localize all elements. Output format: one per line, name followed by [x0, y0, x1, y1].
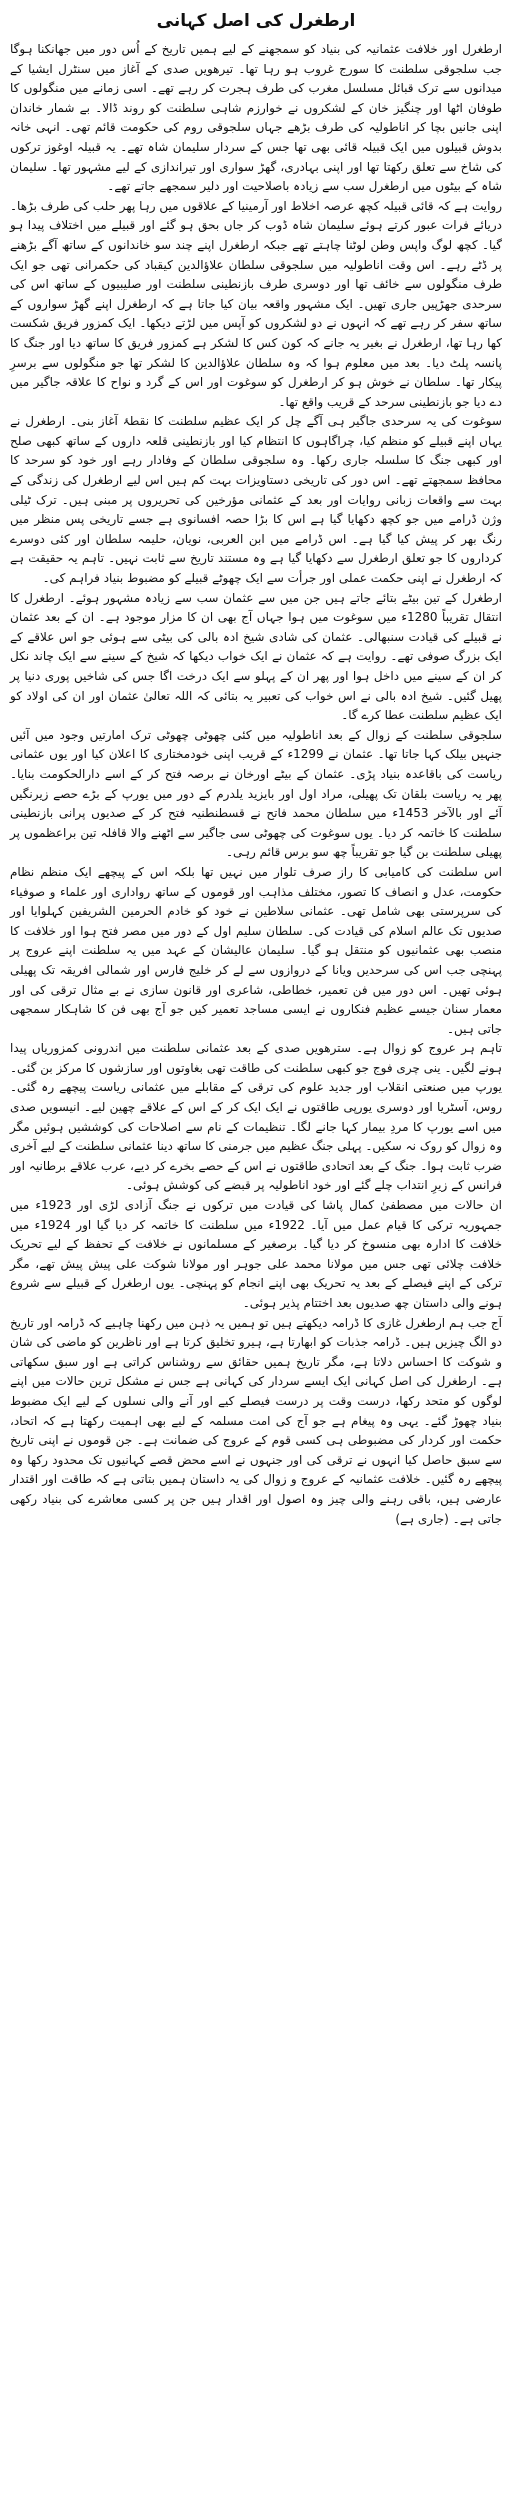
- article-paragraph: سوغوت کی یہ سرحدی جاگیر ہی آگے چل کر ایک عظیم سلطنت کا نقطۂ آغاز بنی۔ ارطغرل نے یہاں اپنے قبیلے کو منظم کیا، چراگاہوں کا انتظام کیا اور بازنطینی قلعہ داروں کے ساتھ کبھی صلح اور کبھی جنگ کا سلسلہ جاری رکھا۔ وہ سلجوقی سلطان کے وفادار رہے اور خود کو سرحد کا محافظ سمجھتے تھے۔ اس دور کی تاریخی دستاویزات بہت کم ہیں اس لیے ارطغرل کی زندگی کے بہت سے واقعات زبانی روایات اور بعد کے عثمانی مؤرخین کی تحریروں پر مبنی ہیں۔ ترک ٹیلی وژن ڈرامے میں جو کچھ دکھایا گیا ہے اس کا بڑا حصہ افسانوی ہے جسے تاریخی پس منظر میں رنگ بھر کر پیش کیا گیا ہے۔ اس ڈرامے میں ابن العربی، نویان، حلیمہ سلطان اور کئی دوسرے کرداروں کا جو تعلق ارطغرل سے دکھایا گیا ہے وہ مستند تاریخ سے ثابت نہیں۔ تاہم یہ حقیقت ہے کہ ارطغرل نے اپنی حکمت عملی اور جرأت سے ایک چھوٹے قبیلے کو مضبوط بنیاد فراہم کی۔: [10, 414, 502, 586]
- article-paragraph: ارطغرل کے تین بیٹے بتائے جاتے ہیں جن میں سے عثمان سب سے زیادہ مشہور ہوئے۔ ارطغرل کا انتقال تقریباً 1280ء میں سوغوت میں ہوا جہاں آج بھی ان کا مزار موجود ہے۔ ان کے بعد عثمان نے قبیلے کی قیادت سنبھالی۔ عثمان کی شادی شیخ ادہ بالی کی بیٹی سے ہوئی جو اس علاقے کے ایک بزرگ صوفی تھے۔ روایت ہے کہ عثمان نے ایک خواب دیکھا کہ شیخ کے سینے سے ایک چاند نکل کر ان کے سینے میں داخل ہوا اور پھر ان کے پہلو سے ایک درخت اگا جس کی شاخیں پوری دنیا پر پھیل گئیں۔ شیخ ادہ بالی نے اس خواب کی تعبیر یہ بتائی کہ اللہ تعالیٰ عثمان اور ان کی اولاد کو ایک عظیم سلطنت عطا کرے گا۔: [10, 590, 502, 723]
- article-paragraph: آج جب ہم ارطغرل غازی کا ڈرامہ دیکھتے ہیں تو ہمیں یہ ذہن میں رکھنا چاہیے کہ ڈرامہ اور تاریخ دو الگ چیزیں ہیں۔ ڈرامہ جذبات کو ابھارتا ہے، ہیرو تخلیق کرتا ہے اور ناظرین کو ماضی کی شان و شوکت کا احساس دلاتا ہے، مگر تاریخ ہمیں حقائق سے روشناس کراتی ہے اور سبق سکھاتی ہے۔ ارطغرل کی اصل کہانی ایک ایسے سردار کی کہانی ہے جس نے مشکل ترین حالات میں اپنے لوگوں کو متحد رکھا، درست وقت پر درست فیصلے کیے اور آنے والی نسلوں کے لیے ایک مضبوط بنیاد چھوڑ گئے۔ یہی وہ پیغام ہے جو آج کی امت مسلمہ کے لیے بھی اہمیت رکھتا ہے کہ اتحاد، حکمت اور کردار کی مضبوطی ہی کسی قوم کے عروج کی ضمانت ہے۔ جن قوموں نے اپنی تاریخ سے سبق حاصل کیا انہوں نے ترقی کی اور جنہوں نے اسے محض قصے کہانیوں تک محدود رکھا وہ پیچھے رہ گئیں۔ خلافت عثمانیہ کے عروج و زوال کی یہ داستان ہمیں بتاتی ہے کہ طاقت اور اقتدار عارضی ہیں، باقی رہنے والی چیز وہ اصول اور اقدار ہیں جن پر کسی معاشرے کی بنیاد رکھی جاتی ہے۔ (جاری ہے): [10, 1315, 502, 1526]
- article-paragraph: روایت ہے کہ قائی قبیلہ کچھ عرصہ اخلاط اور آرمینیا کے علاقوں میں رہا پھر حلب کی طرف بڑھا۔ دریائے فرات عبور کرتے ہوئے سلیمان شاہ ڈوب کر جاں بحق ہو گئے اور قبیلے میں اختلاف پیدا ہو گیا۔ کچھ لوگ واپس وطن لوٹنا چاہتے تھے جبکہ ارطغرل اپنے چند سو خاندانوں کے ساتھ آگے بڑھنے پر ڈٹے رہے۔ اس وقت اناطولیہ میں سلجوقی سلطان علاؤالدین کیقباد کی حکمرانی تھی جو ایک طرف منگولوں سے خائف تھا اور دوسری طرف بازنطینی سلطنت اور صلیبیوں کے ساتھ اس کی سرحدی جھڑپیں جاری تھیں۔ ایک مشہور واقعہ بیان کیا جاتا ہے کہ ارطغرل اپنے گھڑ سواروں کے ساتھ سفر کر رہے تھے کہ انہوں نے دو لشکروں کو آپس میں لڑتے دیکھا۔ ایک کمزور فریق شکست کھا رہا تھا، ارطغرل نے بغیر یہ جانے کہ کون کس کا لشکر ہے کمزور فریق کا ساتھ دیا اور جنگ کا پانسہ پلٹ دیا۔ بعد میں معلوم ہوا کہ وہ سلطان علاؤالدین کا لشکر تھا جو منگولوں سے برسرِ پیکار تھا۔ سلطان نے خوش ہو کر ارطغرل کو سوغوت اور اس کے گرد و نواح کا علاقہ جاگیر میں دے دیا جو بازنطینی سرحد کے قریب واقع تھا۔: [10, 198, 502, 409]
- article-paragraph: ارطغرل اور خلافت عثمانیہ کی بنیاد کو سمجھنے کے لیے ہمیں تاریخ کے اُس دور میں جھانکنا ہوگا جب سلجوقی سلطنت کا سورج غروب ہو رہا تھا۔ تیرھویں صدی کے آغاز میں سنٹرل ایشیا کے میدانوں سے ترک قبائل مسلسل مغرب کی طرف ہجرت کر رہے تھے۔ اسی زمانے میں منگولوں کا طوفان اٹھا اور چنگیز خان کے لشکروں نے خوارزم شاہی سلطنت کو روند ڈالا۔ بے شمار خاندان اپنی جانیں بچا کر اناطولیہ کی طرف بڑھے جہاں سلجوقی روم کی حکومت قائم تھی۔ انہی خانہ بدوش قبیلوں میں ایک قبیلہ قائی بھی تھا جس کے سردار سلیمان شاہ تھے۔ یہ قبیلہ اوغوز ترکوں کی شاخ سے تعلق رکھتا تھا اور اپنی بہادری، گھڑ سواری اور تیراندازی کے لیے مشہور تھا۔ سلیمان شاہ کے بیٹوں میں ارطغرل سب سے زیادہ باصلاحیت اور دلیر سمجھے جاتے تھے۔: [10, 42, 502, 194]
- article-paragraph: ان حالات میں مصطفیٰ کمال پاشا کی قیادت میں ترکوں نے جنگ آزادی لڑی اور 1923ء میں جمہوریہ ترکی کا قیام عمل میں آیا۔ 1922ء میں سلطنت کا خاتمہ کر دیا گیا اور 1924ء میں خلافت کا ادارہ بھی منسوخ کر دیا گیا۔ برصغیر کے مسلمانوں نے خلافت کے تحفظ کے لیے تحریک خلافت چلائی تھی جس میں مولانا محمد علی جوہر اور مولانا شوکت علی پیش پیش تھے، مگر ترکی کے اپنے فیصلے کے بعد یہ تحریک بھی اپنے انجام کو پہنچی۔ یوں ارطغرل کے قبیلے سے شروع ہونے والی داستان چھ صدیوں بعد اختتام پذیر ہوئی۔: [10, 1198, 502, 1310]
- article-headline: ارطغرل کی اصل کہانی: [156, 11, 356, 31]
- article-paragraph: اس سلطنت کی کامیابی کا راز صرف تلوار میں نہیں تھا بلکہ اس کے پیچھے ایک منظم نظام حکومت، عدل و انصاف کا تصور، مختلف مذاہب اور قوموں کے ساتھ رواداری اور علماء و صوفیاء کی سرپرستی بھی شامل تھی۔ عثمانی سلاطین نے خود کو خادم الحرمین الشریفین کہلوایا اور صدیوں تک عالم اسلام کی قیادت کی۔ سلطان سلیم اول کے دور میں مصر فتح ہوا اور خلافت کا منصب بھی عثمانیوں کو منتقل ہو گیا۔ سلیمان عالیشان کے عہد میں یہ سلطنت اپنے عروج پر پہنچی جب اس کی سرحدیں ویانا کے دروازوں سے لے کر خلیج فارس اور شمالی افریقہ تک پھیلی ہوئی تھیں۔ اس دور میں فن تعمیر، خطاطی، شاعری اور قانون سازی نے بے مثال ترقی کی اور معمار سنان جیسے عظیم فنکاروں نے ایسی مساجد تعمیر کیں جو آج بھی فن کا شاہکار سمجھی جاتی ہیں۔: [10, 864, 502, 1036]
- article-paragraph: سلجوقی سلطنت کے زوال کے بعد اناطولیہ میں کئی چھوٹی چھوٹی ترک امارتیں وجود میں آئیں جنہیں بیلک کہا جاتا تھا۔ عثمان نے 1299ء کے قریب اپنی خودمختاری کا اعلان کیا اور یوں عثمانی ریاست کی باقاعدہ بنیاد پڑی۔ عثمان کے بیٹے اورخان نے برصہ فتح کر کے اسے دارالحکومت بنایا۔ پھر یہ ریاست بلقان تک پھیلی، مراد اول اور بایزید یلدرم کے دور میں یورپ کے بڑے حصے زیرنگیں آئے اور بالآخر 1453ء میں سلطان محمد فاتح نے قسطنطنیہ فتح کر کے صدیوں پرانی بازنطینی سلطنت کا خاتمہ کر دیا۔ یوں سوغوت کی چھوٹی سی جاگیر سے اٹھنے والا قافلہ تین براعظموں پر پھیلی سلطنت بن گیا جو تقریباً چھ سو برس قائم رہی۔: [10, 727, 502, 860]
- article-body: [10, 40, 502, 1529]
- article-paragraph: تاہم ہر عروج کو زوال ہے۔ سترھویں صدی کے بعد عثمانی سلطنت میں اندرونی کمزوریاں پیدا ہونے لگیں۔ ینی چری فوج جو کبھی سلطنت کی طاقت تھی بغاوتوں اور سازشوں کا مرکز بن گئی۔ یورپ میں صنعتی انقلاب اور جدید علوم کی ترقی کے مقابلے میں عثمانی ریاست پیچھے رہ گئی۔ روس، آسٹریا اور دوسری یورپی طاقتوں نے ایک ایک کر کے اس کے علاقے چھین لیے۔ انیسویں صدی میں اسے یورپ کا مردِ بیمار کہا جانے لگا۔ تنظیمات کے نام سے اصلاحات کی کوششیں ہوئیں مگر وہ زوال کو روک نہ سکیں۔ پہلی جنگ عظیم میں جرمنی کا ساتھ دینا عثمانی سلطنت کے لیے آخری ضرب ثابت ہوا۔ جنگ کے بعد اتحادی طاقتوں نے اس کے حصے بخرے کر دیے، عرب علاقے برطانیہ اور فرانس کے زیرِ انتداب چلے گئے اور خود اناطولیہ پر قبضے کی کوشش ہوئی۔: [10, 1041, 502, 1193]
